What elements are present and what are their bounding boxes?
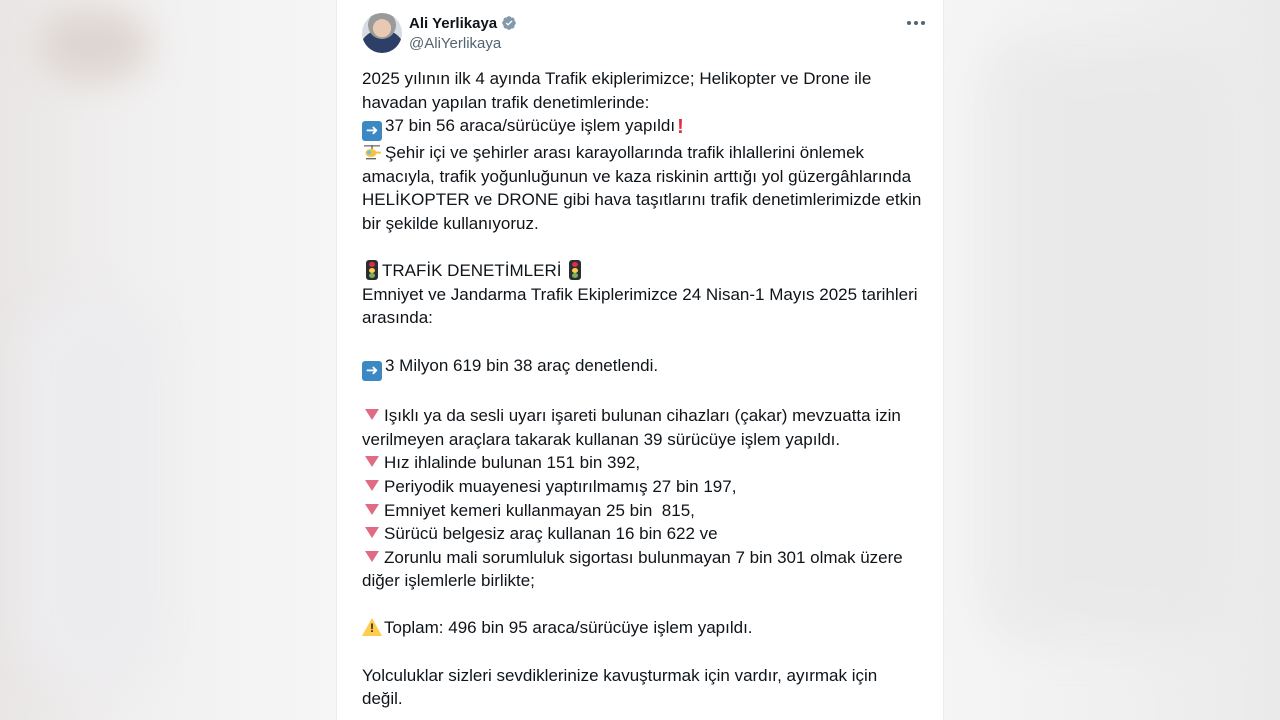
violation-5 — [362, 522, 927, 546]
closing-line-1: Yolculuklar sizleri sevdiklerinize kavuşturmak için vardır, ayırmak için — [362, 665, 878, 685]
spacer — [362, 330, 927, 354]
checked-stat-line — [362, 354, 927, 381]
red-down-triangle-emoji — [365, 456, 379, 467]
section-intro-2: arasında: — [362, 308, 433, 328]
heli-line-2: amacıyla, trafik yoğunluğunun ve kaza riskinin arttığı yol güzergâhlarında — [362, 166, 912, 186]
author-handle[interactable]: @AliYerlikaya — [409, 35, 502, 52]
warning-emoji — [362, 618, 382, 636]
tweet-text — [362, 67, 927, 711]
red-down-triangle-emoji — [365, 409, 379, 420]
red-down-triangle-emoji — [365, 480, 379, 491]
verified-badge-icon — [501, 15, 517, 31]
violation-2 — [362, 451, 927, 475]
heli-line-3: HELİKOPTER ve DRONE gibi hava taşıtlarını trafik denetimlerimizde etkin — [362, 190, 922, 210]
heli-line-4: bir şekilde kullanıyoruz. — [362, 213, 539, 233]
violation-6b: diğer işlemlerle birlikte; — [362, 571, 535, 591]
traffic-light-emoji — [366, 260, 378, 280]
violation-text: Hız ihlalinde bulunan 151 bin 392, — [384, 453, 641, 473]
violation-3 — [362, 475, 927, 499]
violation-text: Periyodik muayenesi yaptırılmamış 27 bin 197, — [384, 476, 737, 496]
checked-stat-text: 3 Milyon 619 bin 38 araç denetlendi. — [385, 355, 659, 375]
red-down-triangle-emoji — [365, 504, 379, 515]
spacer — [362, 640, 927, 664]
tweet-card — [336, 0, 944, 720]
author-avatar[interactable] — [362, 13, 402, 53]
total-text: Toplam: 496 bin 95 araca/sürücüye işlem yapıldı. — [384, 618, 753, 638]
violation-text: Sürücü belgesiz araç kullanan 16 bin 622 ve — [384, 524, 718, 544]
spacer — [362, 236, 927, 260]
more-options-icon[interactable] — [905, 12, 927, 34]
violation-text: Zorunlu mali sorumluluk sigortası bulunmayan 7 bin 301 olmak üzere — [384, 547, 903, 567]
section-title-line — [362, 259, 927, 283]
violation-text: Emniyet kemeri kullanmayan 25 bin 815, — [384, 500, 695, 520]
intro-line-1: 2025 yılının ilk 4 ayında Trafik ekiplerimizce; Helikopter ve Drone ile — [362, 69, 872, 88]
red-down-triangle-emoji — [365, 551, 379, 562]
violation-1b: verilmeyen araçlara takarak kullanan 39 sürücüye işlem yapıldı. — [362, 429, 841, 449]
right-arrow-emoji: ➜ — [362, 121, 382, 141]
author-name-row — [409, 13, 517, 33]
author-name[interactable]: Ali Yerlikaya — [409, 14, 498, 32]
blurred-background-right — [944, 0, 1280, 720]
violation-1a — [362, 404, 927, 428]
section-title: TRAFİK DENETİMLERİ — [382, 261, 562, 281]
red-down-triangle-emoji — [365, 527, 379, 538]
aerial-stat-line — [362, 114, 927, 141]
helicopter-emoji — [362, 142, 382, 162]
heli-text-1: Şehir içi ve şehirler arası karayollarında trafik ihlallerini önlemek — [385, 143, 865, 163]
blurred-background-left — [0, 0, 336, 720]
violation-4 — [362, 499, 927, 523]
violation-6a — [362, 546, 927, 570]
red-exclamation-emoji: ! — [677, 116, 684, 139]
violation-text: Işıklı ya da sesli uyarı işareti bulunan cihazları (çakar) mevzuatta izin — [384, 406, 901, 426]
closing-line-2: değil. — [362, 689, 403, 709]
aerial-stat-text: 37 bin 56 araca/sürücüye işlem yapıldı — [385, 116, 676, 136]
section-intro-1: Emniyet ve Jandarma Trafik Ekiplerimizce 24 Nisan-1 Mayıs 2025 tarihleri — [362, 284, 918, 304]
spacer — [362, 381, 927, 405]
right-arrow-emoji: ➜ — [362, 361, 382, 381]
spacer — [362, 593, 927, 617]
traffic-light-emoji — [569, 260, 581, 280]
total-line — [362, 616, 927, 640]
intro-line-2: havadan yapılan trafik denetimlerinde: — [362, 92, 650, 112]
heli-line-1 — [362, 141, 927, 165]
